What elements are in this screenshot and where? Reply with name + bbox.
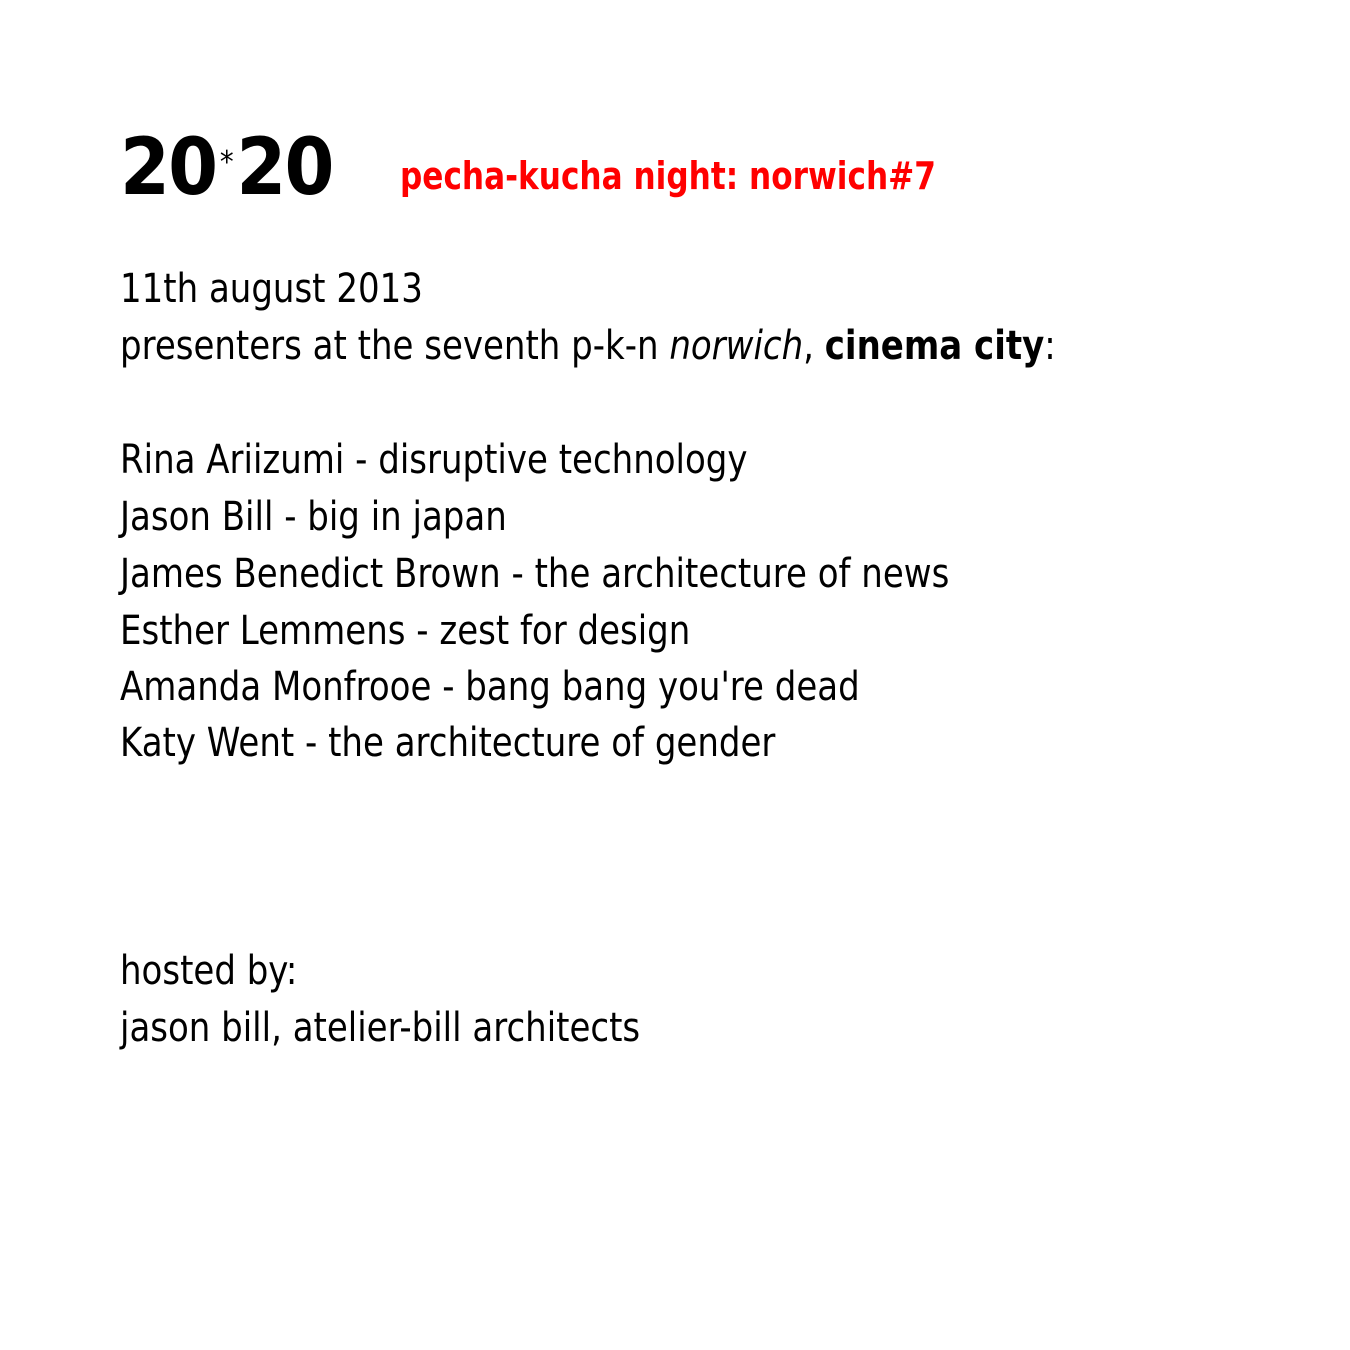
host-label: hosted by: bbox=[120, 948, 298, 994]
presenter-item: Rina Ariizumi - disruptive technology bbox=[120, 437, 748, 483]
star-icon: * bbox=[219, 145, 234, 180]
intro-venue: cinema city bbox=[824, 323, 1045, 369]
event-title: pecha-kucha night: norwich#7 bbox=[400, 154, 936, 198]
presenter-item: James Benedict Brown - the architecture of news bbox=[120, 551, 950, 597]
logo-left: 20 bbox=[120, 123, 217, 213]
presenter-item: Esther Lemmens - zest for design bbox=[120, 608, 691, 654]
intro-line bbox=[120, 320, 1056, 372]
presenter-item: Katy Went - the architecture of gender bbox=[120, 720, 776, 766]
intro-sep: , bbox=[803, 323, 825, 369]
intro-prefix: presenters at the seventh p-k-n bbox=[120, 323, 670, 369]
presenter-item: Amanda Monfrooe - bang bang you're dead bbox=[120, 664, 860, 710]
host-name: jason bill, atelier-bill architects bbox=[120, 1005, 641, 1051]
logo-right: 20 bbox=[236, 123, 333, 213]
presenter-item: Jason Bill - big in japan bbox=[120, 494, 507, 540]
intro-suffix: : bbox=[1044, 323, 1056, 369]
event-date: 11th august 2013 bbox=[120, 266, 423, 312]
intro-city: norwich bbox=[669, 323, 804, 369]
logo-2020 bbox=[120, 118, 333, 213]
